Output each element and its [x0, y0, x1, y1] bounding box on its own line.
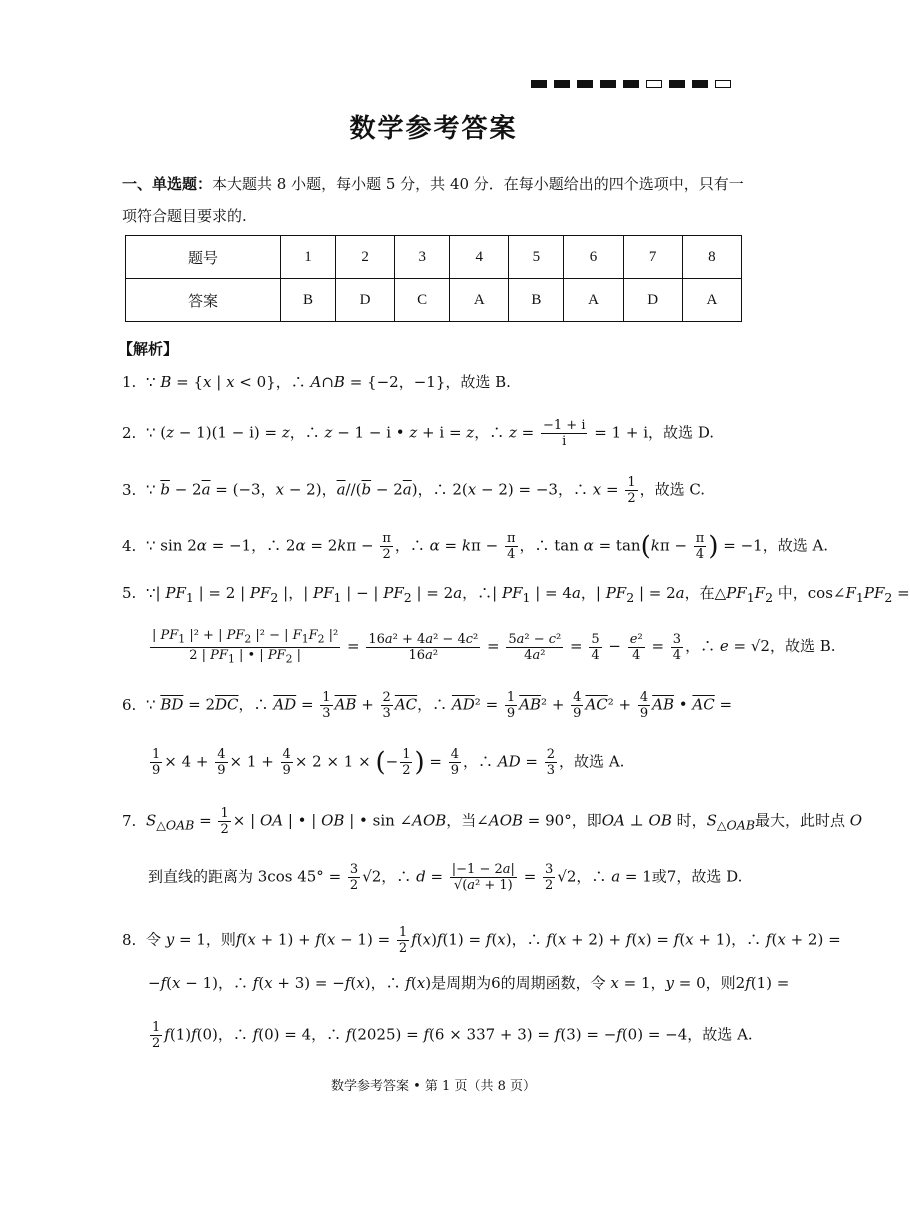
question-number: 8: [682, 236, 741, 279]
mark: [669, 80, 685, 88]
answer-table: [125, 235, 742, 322]
solution-7: 7. $S_{\triangle OAB}$ = $\frac{1}{2}$ × | OA | • | OB | • sin ∠AOB，当∠AOB = 90°，即OA ⊥ OB 时，$S_{\triangle OAB}$最大，此时点 O: [122, 806, 863, 837]
question-number: 7: [623, 236, 682, 279]
question-number: 6: [564, 236, 623, 279]
solution-2: 2. ∵ (z − 1)(1 − i) = z，∴ z − 1 − i • z + i = z，∴ z = $\frac{-1 + i}{i}$ = 1 + i，故选 D.: [122, 418, 715, 449]
solution-conclusion: ，故选 A.: [559, 752, 625, 771]
solution-8: 8. 令 y = 1，则f(x + 1) + f(x − 1) = $\frac{1}{2}$ f(x)f(1) = f(x)，∴ f(x + 2) + f(x) = f(x + 1)，∴ f(x + 2) =: [122, 925, 841, 956]
mark: [531, 80, 547, 88]
answer-cell: D: [623, 279, 682, 322]
solution-number: 1.: [122, 373, 137, 391]
answer-cell: B: [509, 279, 564, 322]
question-number: 3: [395, 236, 450, 279]
solution-1: 1. ∵ B = {x | x < 0}，∴ A∩B = {−2，−1}，故选 B.: [122, 373, 511, 391]
section-heading: 一、单选题：: [122, 175, 213, 193]
mark: [646, 80, 662, 88]
solution-number: 8.: [122, 930, 137, 949]
page-footer: 数学参考答案 • 第 1 页（共 8 页）: [330, 1079, 536, 1094]
solution-conclusion: ，故选 C.: [639, 480, 706, 499]
answer-cell: B: [280, 279, 335, 322]
solution-number: 4.: [122, 536, 137, 555]
answer-cell: A: [564, 279, 623, 322]
solution-conclusion: ，故选 B.: [445, 373, 511, 391]
mark: [577, 80, 593, 88]
solution-conclusion: ，故选 D.: [676, 867, 743, 886]
solution-5: 5. ∵| $PF_1$ | = 2 | $PF_2$ |，| $PF_1$ | − | $PF_2$ | = 2a，∴| $PF_1$ | = 4a，| $PF_2$ | = 2a，在$\triangle PF_1F_2$ 中，$\cos\angle F_1PF_2$ =: [122, 584, 910, 605]
mark: [623, 80, 639, 88]
solution-4: 4. ∵ sin 2α = −1，∴ 2α = 2kπ − $\frac{\pi}{2}$ ，∴ α = kπ − $\frac{\pi}{4}$ ，∴ tan α = tan(kπ − $\frac{\pi}{4}$ ) = −1，故选 A.: [122, 531, 829, 562]
row-label: 题号: [126, 236, 281, 279]
solution-8-continued-1: −f(x − 1)，∴ f(x + 3) = −f(x)，∴ f(x)是周期为6的周期函数，令 x = 1，y = 0，则2f(1) =: [148, 974, 790, 992]
table-row: [126, 236, 742, 279]
row-label: 答案: [126, 279, 281, 322]
solution-6: 6. ∵ $\overline{BD} = 2\overline{DC}$，∴ $\overline{AD}$ = $\frac{1}{3}$ $\overline{AB}$ + $\frac{2}{3}$ $\overline{AC}$，∴ $\overline{AD}^2$ = $\frac{1}{9}$ $\overline{AB}^2$ + $\frac{4}{9}$ $\overline{AC}^2$ + $\frac{4}{9}$ $\overline{AB}$ • $\overline{AC}$ =: [122, 690, 733, 721]
solution-number: 3.: [122, 480, 137, 499]
question-number: 2: [336, 236, 395, 279]
solution-8-continued-2: $\frac{1}{2}$ f(1)f(0)，∴ f(0) = 4，∴ f(2025) = f(6 × 337 + 3) = f(3) = −f(0) = −4，故选 A.: [152, 1020, 753, 1051]
table-row: [126, 279, 742, 322]
question-number: 1: [280, 236, 335, 279]
mark: [715, 80, 731, 88]
solution-7-continued: 到直线的距离为 3cos 45° = $\frac{3}{2}$ √2，∴ d = $\frac{|-1 - 2a|}{\text{√(a² + 1)}}$ = $\frac{3}{2}$ √2，∴ a = 1或7，故选 D.: [148, 862, 743, 893]
page-title: 数学参考答案: [349, 114, 518, 144]
solution-3: 3. ∵ $\overline{b} - 2\overline{a} = (-3$，x − 2)，$\overline{a}//(\overline{b} - 2\overline{a})$，∴ 2(x − 2) = −3，∴ x = $\frac{1}{2}$ ，故选 C.: [122, 475, 706, 506]
solution-conclusion: ，故选 D.: [648, 423, 715, 442]
mark: [554, 80, 570, 88]
solution-5-continued: $\frac{| PF_1 |^2 + | PF_2 |^2 - | F_1F_2 |^2}{2 | PF_1 | • | PF_2 |}$ = $\frac{\text{16a² + 4a² − 4c²}}{\text{16a²}}$ = $\frac{\text{5a² − c²}}{\text{4a²}}$ = $\frac{5}{4}$ − $\frac{\text{e²}}{4}$ = $\frac{3}{4}$ ，∴ e = √2，故选 B.: [152, 628, 836, 666]
solution-number: 5.: [122, 584, 137, 602]
section-text-1: 本大题共 8 小题，每小题 5 分，共 40 分．在每小题给出的四个选项中，只有一: [212, 175, 744, 193]
solution-number: 6.: [122, 695, 137, 714]
answer-cell: A: [682, 279, 741, 322]
solution-number: 2.: [122, 423, 137, 442]
solution-number: 7.: [122, 811, 137, 830]
answer-cell: D: [336, 279, 395, 322]
mark: [692, 80, 708, 88]
answer-cell: A: [450, 279, 509, 322]
section-intro: [122, 168, 746, 232]
corner-marks: [531, 80, 731, 88]
question-number: 4: [450, 236, 509, 279]
solution-conclusion: ，故选 A.: [687, 1025, 753, 1044]
question-number: 5: [509, 236, 564, 279]
solution-conclusion: ，故选 B.: [769, 637, 836, 656]
analysis-heading: 【解析】: [118, 340, 179, 358]
solution-conclusion: ，故选 A.: [762, 536, 829, 555]
solution-6-continued: $\frac{1}{9}$ × 4 + $\frac{4}{9}$ × 1 + $\frac{4}{9}$ × 2 × 1 × (− $\frac{1}{2}$ ) = $\frac{4}{9}$ ，∴ AD = $\frac{2}{3}$ ，故选 A.: [152, 747, 625, 778]
section-text-2: 项符合题目要求的.: [122, 207, 247, 225]
mark: [600, 80, 616, 88]
answer-cell: C: [395, 279, 450, 322]
